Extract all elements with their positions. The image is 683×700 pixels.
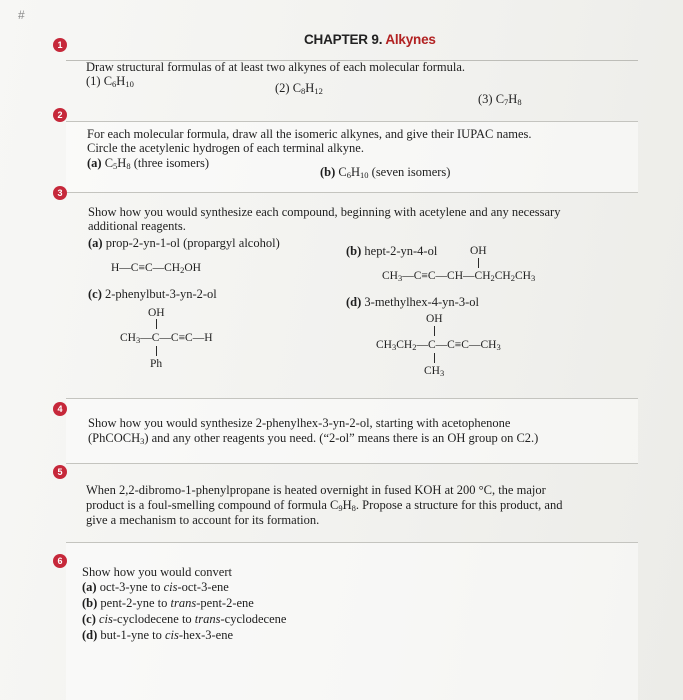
problem-number-badge: 5: [53, 465, 67, 479]
problem-2-part: (b) $C_6H_{10}$ (seven isomers): [320, 165, 451, 180]
structure-propargyl-alcohol: $H—C\equiv C—CH_2OH$: [111, 262, 201, 275]
hydroxyl-label: OH: [426, 313, 443, 325]
bond-line: [156, 319, 157, 329]
problem-1-part: (3) $C_7H_8$: [478, 92, 522, 107]
problem-3a-name: (a) prop-2-yn-1-ol (propargyl alcohol): [88, 236, 280, 250]
problem-1-part: (2) $C_8H_{12}$: [275, 81, 323, 96]
bond-line: [478, 258, 479, 268]
structure-hept-2-yn-4-ol: $CH_3—C\equiv C—CH—CH_2CH_2CH_3$: [382, 270, 536, 283]
problem-1-stem: Draw structural formulas of at least two alkynes of each molecular formula.: [86, 60, 466, 74]
bond-line: [156, 346, 157, 356]
problem-number-badge: 4: [53, 402, 67, 416]
problem-6-part: (d) but-1-yne to cis-hex-3-ene: [82, 628, 234, 642]
bond-line: [434, 326, 435, 336]
phenyl-substituent: Ph: [150, 358, 163, 370]
problem-1-part: (1) $C_6H_{10}$: [86, 74, 134, 89]
problem-6-stem: Show how you would convert: [82, 565, 232, 579]
methyl-substituent: $CH_3$: [424, 365, 445, 378]
problem-5-line: give a mechanism to account for its formation.: [86, 513, 320, 527]
bond-line: [434, 353, 435, 363]
problem-number-badge: 3: [53, 186, 67, 200]
problem-3c-name: (c) 2-phenylbut-3-yn-2-ol: [88, 287, 217, 301]
page-marker: #: [18, 8, 25, 22]
problem-number-badge: 6: [53, 554, 67, 568]
chapter-title: CHAPTER 9. Alkynes: [304, 32, 436, 47]
problem-2-line: For each molecular formula, draw all the isomeric alkynes, and give their IUPAC names.: [87, 127, 532, 141]
hydroxyl-label: OH: [470, 245, 487, 257]
structure-3-methylhex-4-yn-3-ol: $CH_3CH_2—C—C\equiv C—CH_3$: [376, 339, 501, 352]
problem-4-line: (PhCOCH$_3$) and any other reagents you need. (“2-ol” means there is an OH group on C2.): [88, 431, 539, 446]
structure-2-phenylbut-3-yn-2-ol: $CH_3—C—C\equiv C—H$: [120, 332, 213, 345]
problem-number-badge: 1: [53, 38, 67, 52]
problem-2-line: Circle the acetylenic hydrogen of each terminal alkyne.: [87, 141, 364, 155]
problem-2-part: (a) $C_5H_8$ (three isomers): [87, 156, 210, 171]
problem-3d-name: (d) 3-methylhex-4-yn-3-ol: [346, 295, 479, 309]
chapter-header: [66, 30, 638, 61]
problem-3-line: additional reagents.: [88, 219, 186, 233]
hydroxyl-label: OH: [148, 307, 165, 319]
problem-5-line: product is a foul-smelling compound of formula $C_9H_8$. Propose a structure for this product, and: [86, 498, 563, 513]
problem-5-line: When 2,2-dibromo-1-phenylpropane is heated overnight in fused KOH at 200 °C, the major: [86, 483, 546, 497]
problem-4-line: Show how you would synthesize 2-phenylhex-3-yn-2-ol, starting with acetophenone: [88, 416, 511, 430]
problem-3b-name: (b) hept-2-yn-4-ol: [346, 244, 438, 258]
problem-6-part: (a) oct-3-yne to cis-oct-3-ene: [82, 580, 229, 594]
problem-number-badge: 2: [53, 108, 67, 122]
problem-3-line: Show how you would synthesize each compound, beginning with acetylene and any necessary: [88, 205, 561, 219]
problem-6-part: (c) cis-cyclodecene to trans-cyclodecene: [82, 612, 287, 626]
problem-6-part: (b) pent-2-yne to trans-pent-2-ene: [82, 596, 254, 610]
